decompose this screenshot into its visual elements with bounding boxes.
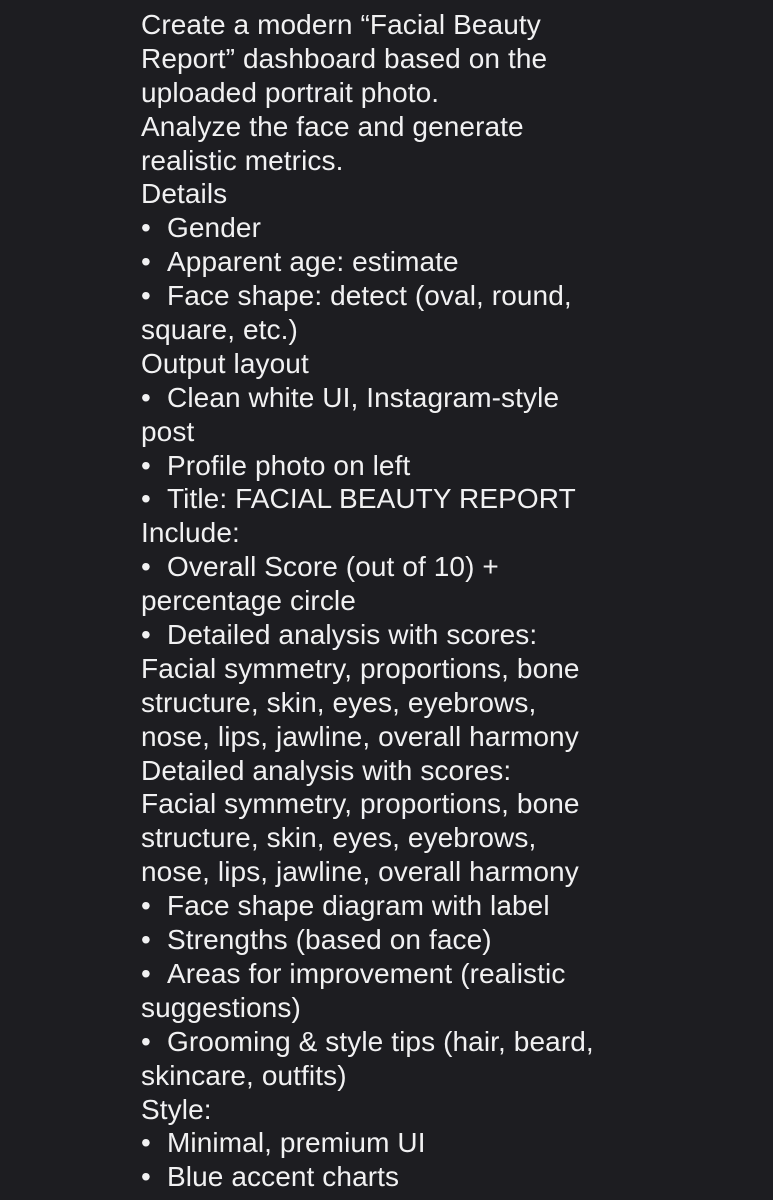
message-line	[141, 42, 761, 76]
bullet-list-item	[141, 381, 761, 415]
message-line	[141, 8, 761, 42]
bullet-icon: •	[141, 212, 151, 244]
message-line-text: skincare, outfits)	[141, 1059, 347, 1091]
bullet-icon: •	[141, 551, 151, 583]
message-line	[141, 686, 761, 720]
bullet-icon: •	[141, 483, 151, 515]
message-line-text: Clean white UI, Instagram-style	[167, 381, 560, 413]
bullet-list-item	[141, 550, 761, 584]
message-line	[141, 855, 761, 889]
message-line-text: structure, skin, eyes, eyebrows,	[141, 822, 537, 854]
message-line-text: Output layout	[141, 347, 309, 379]
bullet-list-item	[141, 1160, 761, 1194]
message-line	[141, 720, 761, 754]
bullet-icon: •	[141, 1161, 151, 1193]
message-line-text: suggestions)	[141, 991, 301, 1023]
message-line-text: Strengths (based on face)	[167, 924, 492, 956]
message-line	[141, 1093, 761, 1127]
message-line	[141, 177, 761, 211]
message-line-text: Profile photo on left	[167, 449, 411, 481]
message-line	[141, 313, 761, 347]
message-line	[141, 821, 761, 855]
bullet-icon: •	[141, 280, 151, 312]
message-line-text: Apparent age: estimate	[167, 246, 459, 278]
bullet-list-item	[141, 889, 761, 923]
message-line-text: Create a modern “Facial Beauty	[141, 9, 541, 40]
message-line-text: structure, skin, eyes, eyebrows,	[141, 686, 537, 718]
message-line	[141, 144, 761, 178]
bullet-list-item	[141, 482, 761, 516]
message-line-text: Detailed analysis with scores:	[167, 619, 538, 651]
message-line-text: nose, lips, jawline, overall harmony	[141, 856, 579, 888]
message-line	[141, 110, 761, 144]
message-line-text: Face shape: detect (oval, round,	[167, 280, 572, 312]
message-line-text: Grooming & style tips (hair, beard,	[167, 1025, 594, 1057]
message-line-text: nose, lips, jawline, overall harmony	[141, 720, 579, 752]
message-line-text: Overall Score (out of 10) +	[167, 551, 499, 583]
message-line	[141, 787, 761, 821]
bullet-icon: •	[141, 381, 151, 413]
bullet-icon: •	[141, 924, 151, 956]
bullet-list-item	[141, 618, 761, 652]
message-line-text: uploaded portrait photo.	[141, 76, 440, 108]
message-line-text: post	[141, 415, 195, 447]
message-line-text: percentage circle	[141, 585, 356, 617]
prompt-message	[141, 8, 761, 1194]
bullet-list-item	[141, 923, 761, 957]
bullet-icon: •	[141, 957, 151, 989]
message-line-text: Gender	[167, 212, 261, 244]
message-line-text: realistic metrics.	[141, 144, 344, 176]
bullet-list-item	[141, 279, 761, 313]
message-line-text: Facial symmetry, proportions, bone	[141, 788, 580, 820]
message-line-text: Include:	[141, 517, 240, 549]
message-line-text: Facial symmetry, proportions, bone	[141, 652, 580, 684]
message-line	[141, 76, 761, 110]
message-line-text: Minimal, premium UI	[167, 1127, 426, 1159]
message-line	[141, 1059, 761, 1093]
message-line	[141, 584, 761, 618]
message-line	[141, 754, 761, 788]
message-line-text: Areas for improvement (realistic	[167, 957, 566, 989]
message-line-text: Face shape diagram with label	[167, 890, 550, 922]
message-line-text: Title: FACIAL BEAUTY REPORT	[167, 483, 576, 515]
message-line-text: Detailed analysis with scores:	[141, 754, 512, 786]
bullet-icon: •	[141, 1025, 151, 1057]
bullet-list-item	[141, 245, 761, 279]
bullet-icon: •	[141, 246, 151, 278]
message-line-text: Blue accent charts	[167, 1161, 400, 1193]
bullet-icon: •	[141, 1127, 151, 1159]
message-line-text: Style:	[141, 1093, 212, 1125]
message-line	[141, 415, 761, 449]
bullet-list-item	[141, 957, 761, 991]
message-line-text: Report” dashboard based on the	[141, 42, 548, 74]
message-line	[141, 516, 761, 550]
message-line	[141, 991, 761, 1025]
message-line-text: Details	[141, 178, 228, 210]
bullet-list-item	[141, 1126, 761, 1160]
bullet-icon: •	[141, 449, 151, 481]
bullet-icon: •	[141, 619, 151, 651]
message-line-text: square, etc.)	[141, 314, 298, 346]
bullet-list-item	[141, 449, 761, 483]
message-line-text: Analyze the face and generate	[141, 110, 524, 142]
bullet-icon: •	[141, 890, 151, 922]
bullet-list-item	[141, 1025, 761, 1059]
bullet-list-item	[141, 211, 761, 245]
message-line	[141, 652, 761, 686]
message-line	[141, 347, 761, 381]
